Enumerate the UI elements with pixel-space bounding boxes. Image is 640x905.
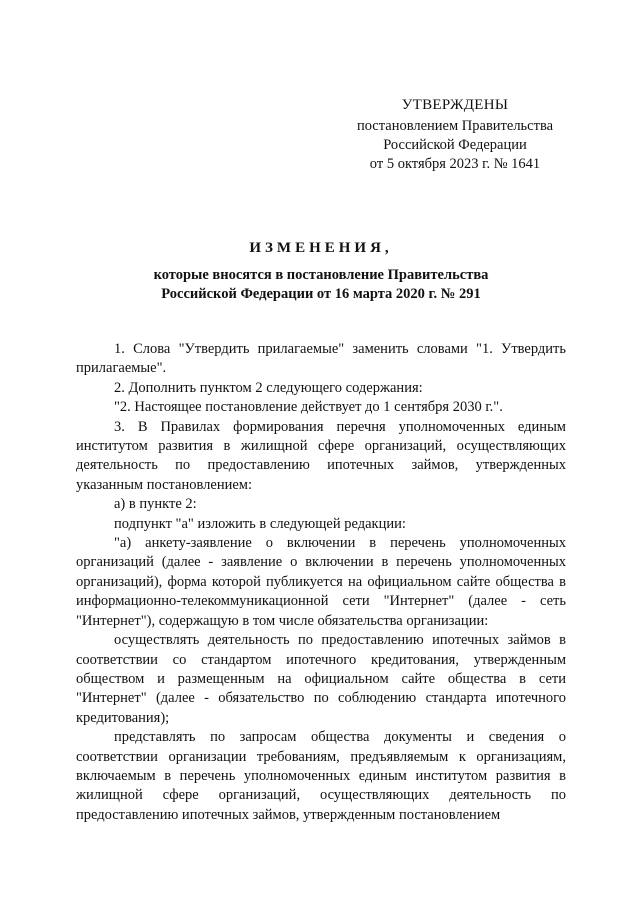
document-title: ИЗМЕНЕНИЯ,: [249, 240, 393, 256]
paragraph-8: осуществлять деятельность по предоставлению ипотечных займов в соответствии со стандартом ипотечного кредитования, утвержденным обществом и размещенным на официальном сайте общества в сети "Интернет" (далее - обязательство по соблюдению стандарта ипотечного кредитования);: [76, 632, 566, 726]
subtitle-line-1: которые вносятся в постановление Правительства: [153, 267, 489, 283]
approval-heading: УТВЕРЖДЕНЫ: [401, 97, 509, 113]
paragraph-5: а) в пункте 2:: [114, 496, 197, 513]
paragraph-6: подпункт "а" изложить в следующей редакции:: [114, 515, 406, 532]
paragraph-3: "2. Настоящее постановление действует до 1 сентября 2030 г.".: [114, 399, 503, 416]
subtitle-line-2: Российской Федерации от 16 марта 2020 г. № 291: [161, 286, 481, 302]
paragraph-7: "а) анкету-заявление о включении в перечень уполномоченных организаций (далее - заявление о включении в перечень уполномоченных организаций), форма которой публикуется на официальном сайте общества в информационно-телекоммуникационной сети "Интернет" (далее - сеть "Интернет"), содержащую в том числе обязательства организации:: [76, 535, 566, 629]
document-body: [76, 340, 566, 825]
paragraph-1: 1. Слова "Утвердить прилагаемые" заменить словами "1. Утвердить прилагаемые".: [76, 341, 566, 377]
approval-line-1: постановлением Правительства: [356, 118, 554, 134]
approval-line-2: Российской Федерации: [383, 137, 527, 153]
approval-line-3: от 5 октября 2023 г. № 1641: [369, 156, 541, 172]
approval-block: [340, 96, 570, 174]
paragraph-9: представлять по запросам общества документы и сведения о соответствии организации требованиям, предъявляемым к организациям, включаемым в перечень уполномоченных единым институтом развития в жилищной сфере организаций, осуществляющих деятельность по предоставлению ипотечных займов, утвержденным постановлением: [76, 729, 566, 823]
document-subtitle: [76, 266, 566, 304]
paragraph-2: 2. Дополнить пунктом 2 следующего содержания:: [114, 379, 423, 396]
paragraph-4: 3. В Правилах формирования перечня уполномоченных единым институтом развития в жилищной сфере организаций, осуществляющих деятельность по предоставлению ипотечных займов, утвержденных указанным постановлением:: [76, 418, 566, 493]
